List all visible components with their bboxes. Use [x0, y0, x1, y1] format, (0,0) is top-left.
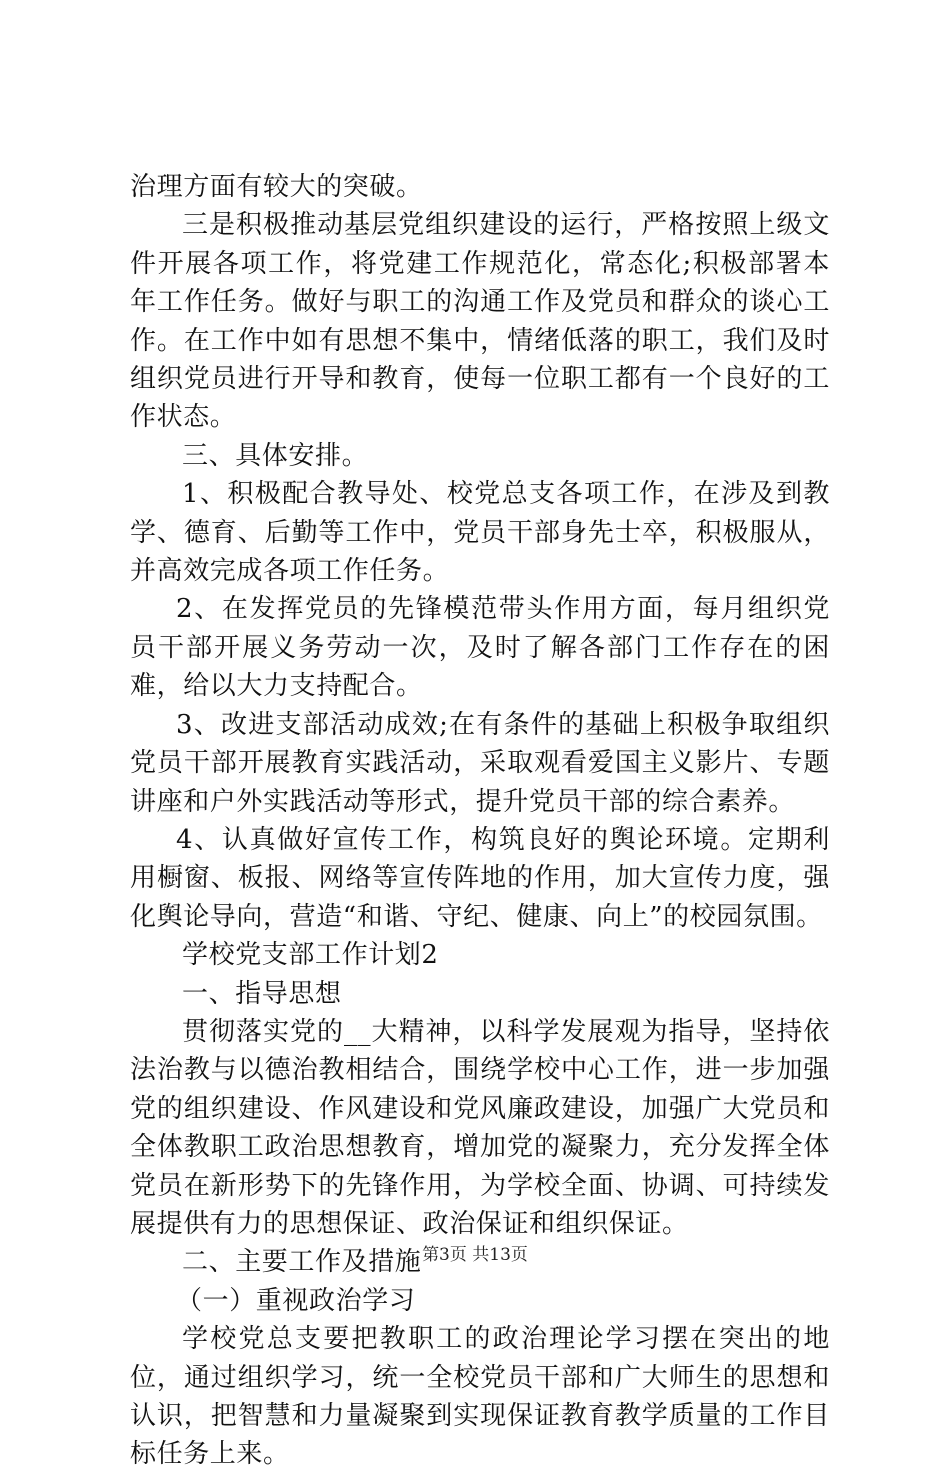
- document-subtitle: 学校党支部工作计划2: [182, 940, 439, 971]
- section-heading-main-work: 二、主要工作及措施: [182, 1247, 422, 1278]
- list-item-3: 3、改进支部活动成效;在有条件的基础上积极争取组织党员干部开展教育实践活动，采取观看爱国主义影片、专题讲座和户外实践活动等形式，提升党员干部的综合素养。: [130, 709, 830, 817]
- page-number-footer: 第3页 共13页: [422, 1245, 528, 1265]
- section-heading-guiding-thought: 一、指导思想: [182, 978, 342, 1009]
- list-item-4: 4、认真做好宣传工作，构筑良好的舆论环境。定期利用橱窗、板报、网络等宣传阵地的作用，加大宣传力度，强化舆论导向，营造“和谐、守纪、健康、向上”的校园氛围。: [130, 824, 830, 932]
- subsection-heading-political-study: （一）重视政治学习: [176, 1285, 416, 1316]
- section-heading-arrangement: 三、具体安排。: [182, 440, 369, 471]
- list-item-1: 1、积极配合教导处、校党总支各项工作，在涉及到教学、德育、后勤等工作中，党员干部身先士卒，积极服从，并高效完成各项工作任务。: [130, 479, 830, 587]
- paragraph-point-three: 三是积极推动基层党组织建设的运行，严格按照上级文件开展各项工作，将党建工作规范化，常态化;积极部署本年工作任务。做好与职工的沟通工作及党员和群众的谈心工作。在工作中如有思想不集中，情绪低落的职工，我们及时组织党员进行开导和教育，使每一位职工都有一个良好的工作状态。: [130, 210, 830, 433]
- paragraph-guiding-thought: 贯彻落实党的__大精神，以科学发展观为指导，坚持依法治教与以德治教相结合，围绕学校中心工作，进一步加强党的组织建设、作风建设和党风廉政建设，加强广大党员和全体教职工政治思想教育，增加党的凝聚力，充分发挥全体党员在新形势下的先锋作用，为学校全面、协调、可持续发展提供有力的思想保证、政治保证和组织保证。: [130, 1016, 830, 1239]
- list-item-2: 2、在发挥党员的先锋模范带头作用方面，每月组织党员干部开展义务劳动一次，及时了解各部门工作存在的困难，给以大力支持配合。: [130, 594, 830, 702]
- paragraph-continuation: 治理方面有较大的突破。: [130, 172, 423, 202]
- paragraph-political-study: 学校党总支要把教职工的政治理论学习摆在突出的地位，通过组织学习，统一全校党员干部和广大师生的思想和认识，把智慧和力量凝聚到实现保证教育教学质量的工作目标任务上来。: [130, 1324, 830, 1470]
- document-body: [130, 168, 830, 1474]
